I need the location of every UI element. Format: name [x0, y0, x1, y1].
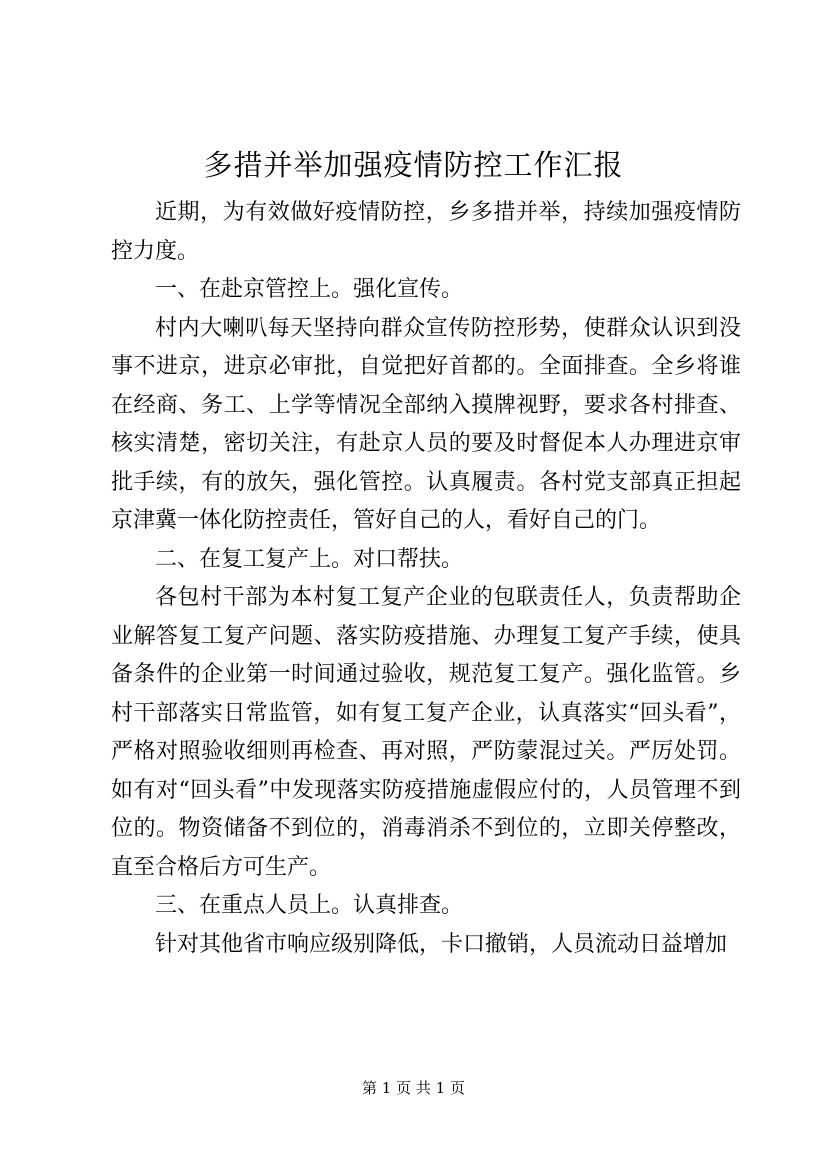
page-footer: 第 1 页 共 1 页	[362, 1079, 465, 1097]
section-heading-3: 三、在重点人员上。认真排查。	[155, 893, 464, 918]
paragraph-intro: 近期，为有效做好疫情防控，乡多措并举，持续加强疫情防控力度。	[111, 200, 741, 264]
document-body	[111, 194, 741, 964]
paragraph-section-2: 各包村干部为本村复工复产企业的包联责任人，负责帮助企业解答复工复产问题、落实防疫措施、办理复工复产手续，使具备条件的企业第一时间通过验收，规范复工复产。强化监管。乡村干部落实日常监管，如有复工复产企业，认真落实“回头看”，严格对照验收细则再检查、再对照，严防蒙混过关。严厉处罚。如有对“回头看”中发现落实防疫措施虚假应付的，人员管理不到位的。物资储备不到位的，消毒消杀不到位的，立即关停整改，直至合格后方可生产。	[111, 585, 741, 880]
section-heading-2: 二、在复工复产上。对口帮扶。	[155, 546, 464, 572]
paragraph-section-1: 村内大喇叭每天坚持向群众宣传防控形势，使群众认识到没事不进京，进京必审批，自觉把好首都的。全面排查。全乡将谁在经商、务工、上学等情况全部纳入摸牌视野，要求各村排查、核实清楚，密切关注，有赴京人员的要及时督促本人办理进京审批手续，有的放矢，强化管控。认真履责。各村党支部真正担起京津冀一体化防控责任，管好自己的人，看好自己的门。	[111, 315, 741, 533]
section-heading-1: 一、在赴京管控上。强化宣传。	[155, 277, 464, 302]
document-title: 多措并举加强疫情防控工作汇报	[203, 148, 624, 182]
paragraph-section-3: 针对其他省市响应级别降低，卡口撤销，人员流动日益增加	[155, 931, 728, 957]
